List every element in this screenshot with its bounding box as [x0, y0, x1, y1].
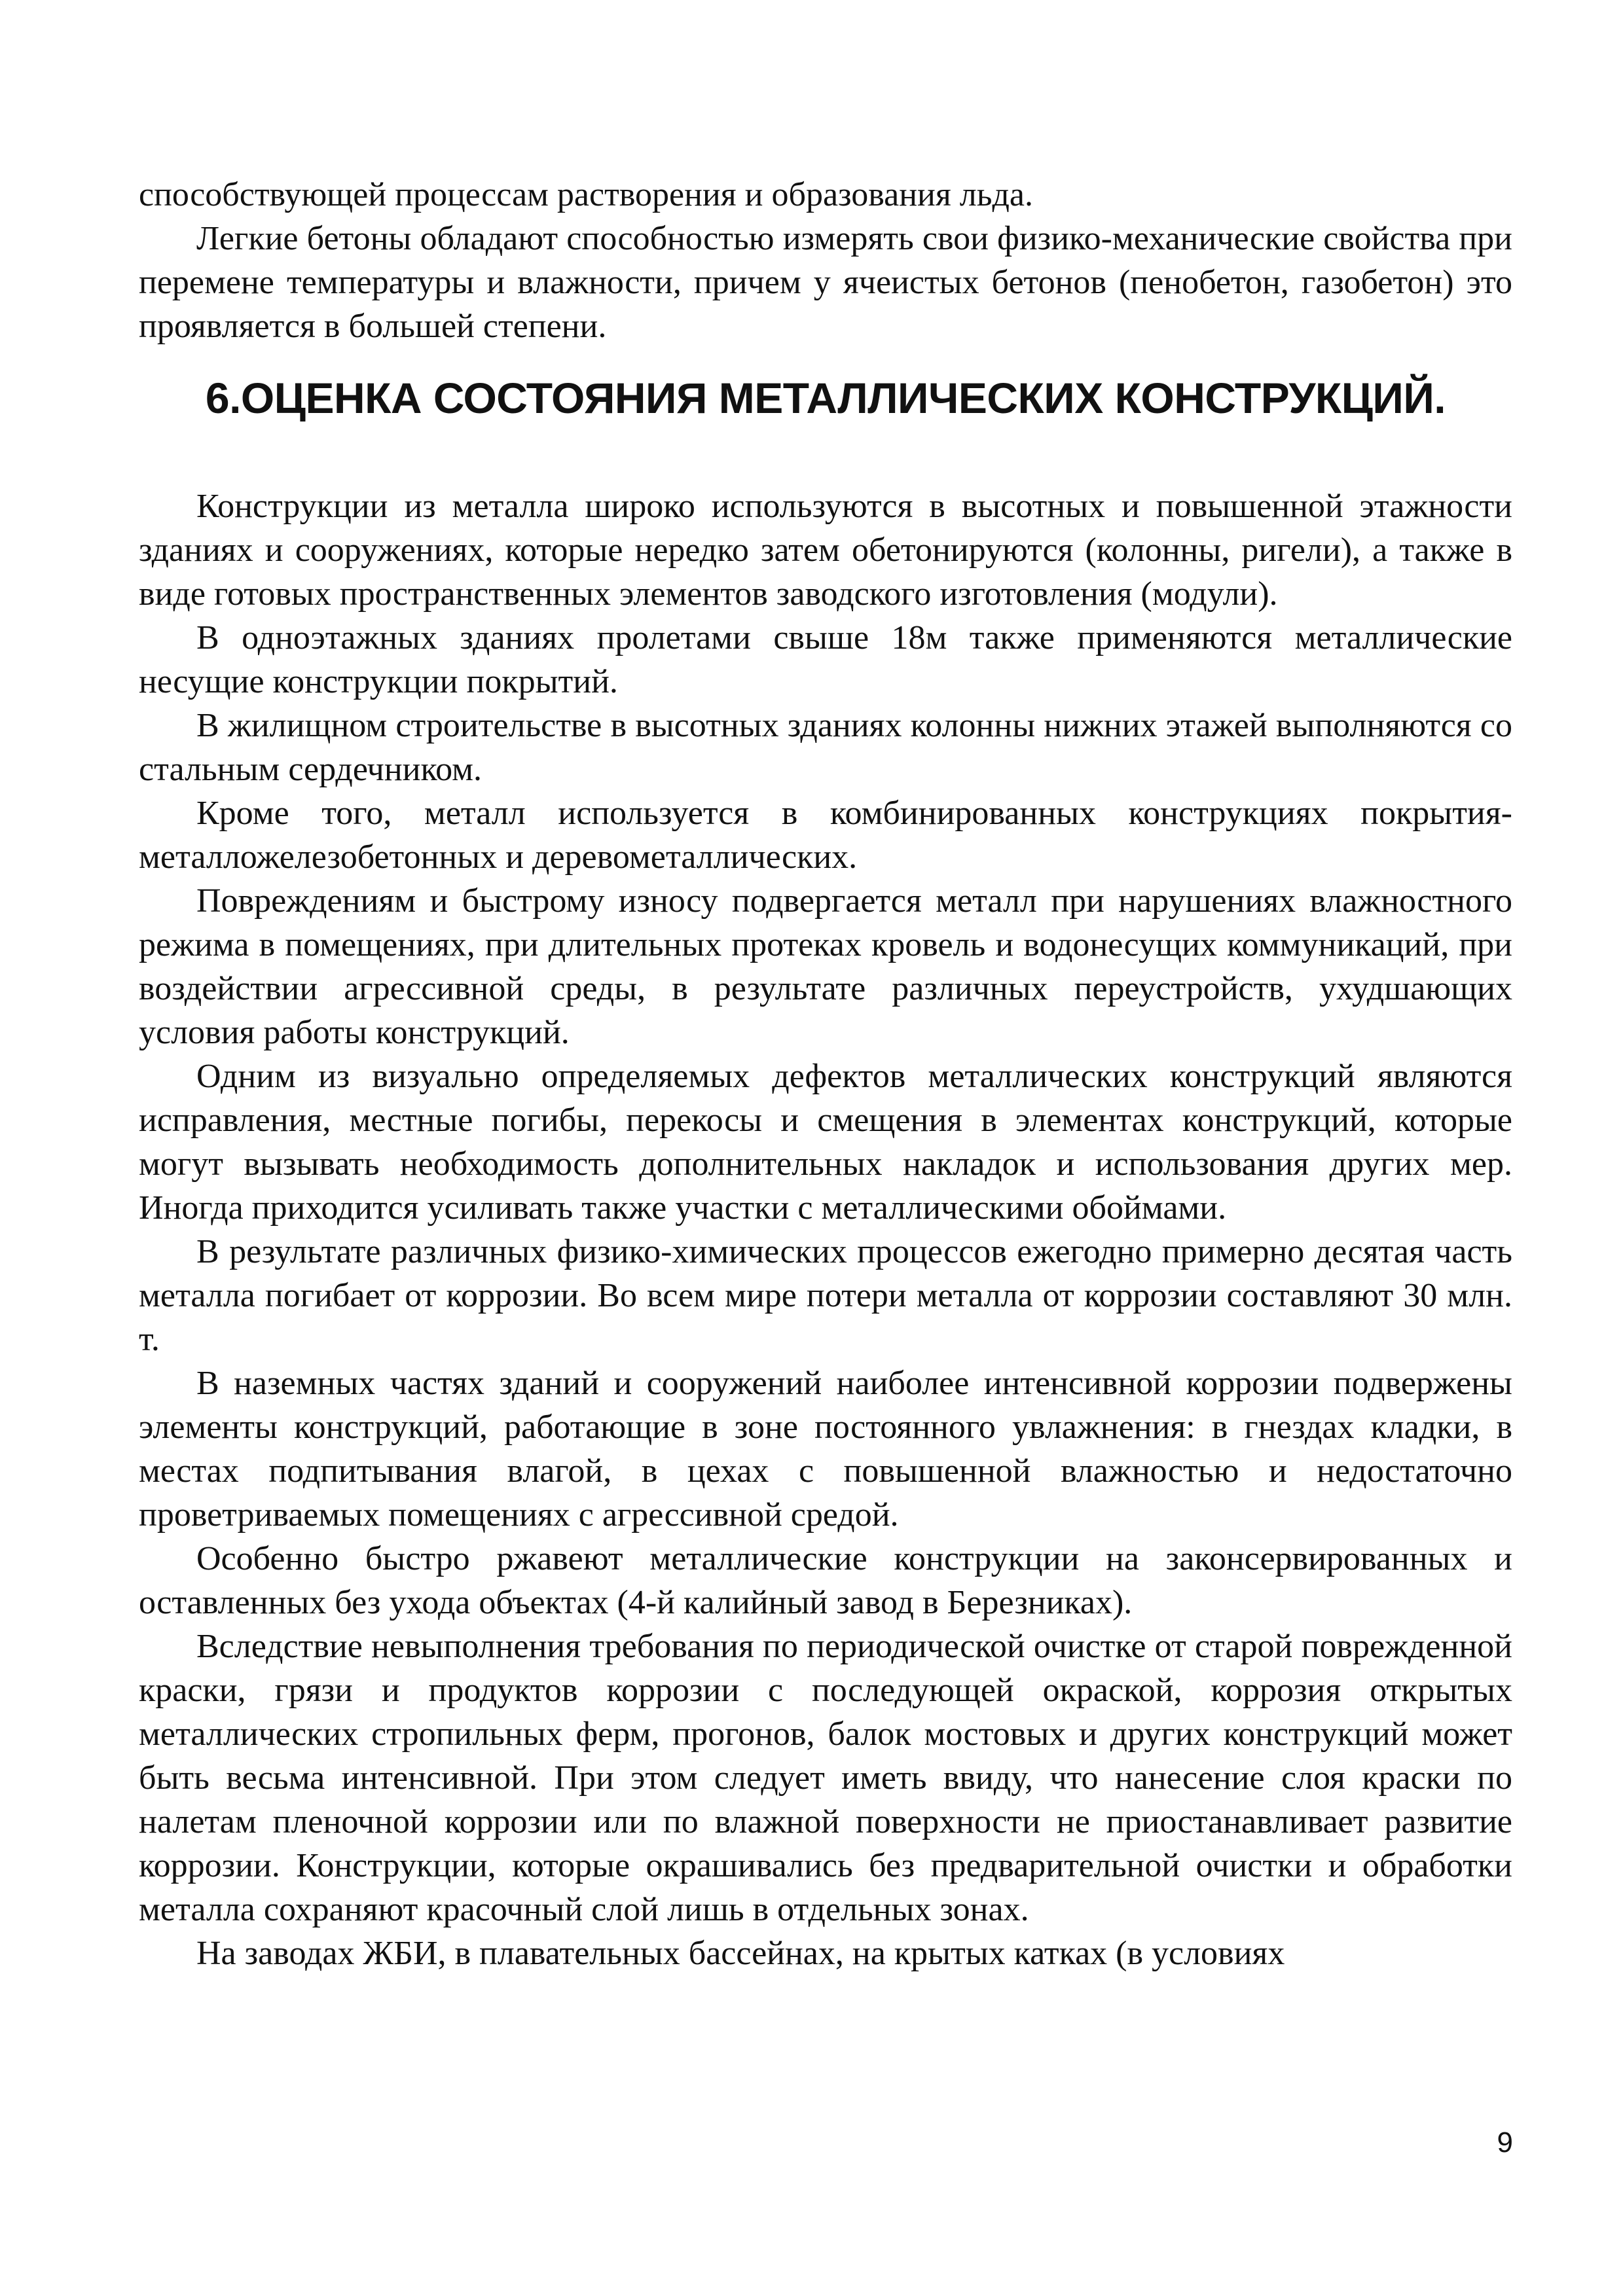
paragraph: В одноэтажных зданиях пролетами свыше 18м также применяются металлические несущие конструкции покрытий. [139, 619, 1512, 700]
paragraph: Кроме того, металл используется в комбинированных конструкциях покрытия-металложелезобетонных и деревометаллических. [139, 795, 1512, 876]
paragraph: Вследствие невыполнения требования по периодической очистке от старой поврежденной краски, грязи и продуктов коррозии с последующей окраской, коррозия открытых металлических стропильных ферм, прогонов, балок мостовых и других конструкций может быть весьма интенсивной. При этом следует иметь ввиду, что нанесение слоя краски по налетам пленочной коррозии или по влажной поверхности не приостанавливает развитие коррозии. Конструкции, которые окрашивались без предварительной очистки и обработки металла сохраняют красочный слой лишь в отдельных зонах. [139, 1628, 1512, 1928]
page-number: 9 [1497, 2126, 1513, 2159]
paragraph: В наземных частях зданий и сооружений наиболее интенсивной коррозии подвержены элементы конструкций, работающие в зоне постоянного увлажнения: в гнездах кладки, в местах подпитывания влагой, в цехах с повышенной влажностью и недостаточно проветриваемых помещениях с агрессивной средой. [139, 1365, 1512, 1534]
paragraph: Конструкции из металла широко используются в высотных и повышенной этажности зданиях и сооружениях, которые нередко затем обетонируются (колонны, ригели), а также в виде готовых пространственных элементов заводского изготовления (модули). [139, 488, 1512, 613]
paragraph: В результате различных физико-химических процессов ежегодно примерно десятая часть металла погибает от коррозии. Во всем мире потери металла от коррозии составляют 30 млн. т. [139, 1233, 1512, 1358]
paragraph: Особенно быстро ржавеют металлические конструкции на законсервированных и оставленных без ухода объектах (4-й калийный завод в Березниках). [139, 1540, 1512, 1621]
section-heading: 6.ОЦЕНКА СОСТОЯНИЯ МЕТАЛЛИЧЕСКИХ КОНСТРУКЦИЙ. [205, 374, 1446, 422]
paragraph: Одним из визуально определяемых дефектов металлических конструкций являются исправления, местные погибы, перекосы и смещения в элементах конструкций, которые могут вызывать необходимость дополнительных накладок и использования других мер. Иногда приходится усиливать также участки с металлическими обоймами. [139, 1058, 1512, 1227]
intro-text-block [139, 173, 1512, 348]
paragraph-truncated: На заводах ЖБИ, в плавательных бассейнах, на крытых катках (в условиях [196, 1935, 1285, 1972]
paragraph-lightweight-concrete: Легкие бетоны обладают способностью измерять свои физико-механические свойства при перемене температуры и влажности, причем у ячеистых бетонов (пенобетон, газобетон) это проявляется в большей степени. [139, 220, 1512, 345]
paragraph: В жилищном строительстве в высотных зданиях колонны нижних этажей выполняются со стальным сердечником. [139, 707, 1512, 788]
paragraph-continuation: способствующей процессам растворения и образования льда. [139, 176, 1033, 213]
section-body [139, 484, 1512, 1975]
paragraph: Повреждениям и быстрому износу подвергается металл при нарушениях влажностного режима в помещениях, при длительных протеках кровель и водонесущих коммуникаций, при воздействии агрессивной среды, в результате различных переустройств, ухудшающих условия работы конструкций. [139, 882, 1512, 1051]
